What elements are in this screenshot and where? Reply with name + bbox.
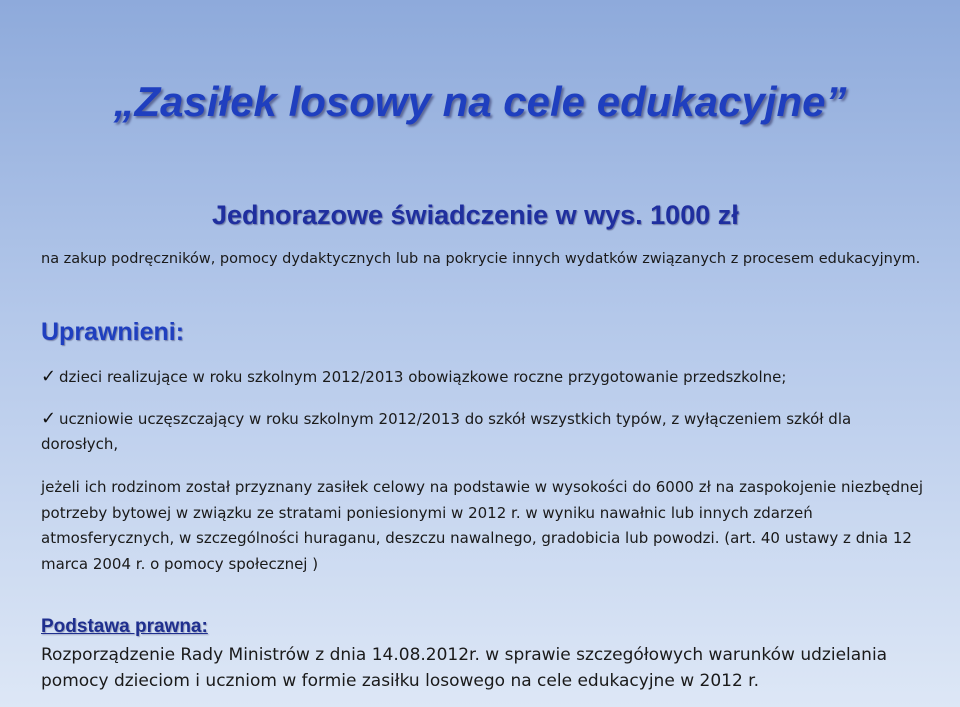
eligibility-item-text: uczniowie uczęszczający w roku szkolnym 2012/2013 do szkół wszystkich typów, z wyłączeniem szkół dla dorosłych, (41, 410, 852, 453)
check-icon: ✓ (41, 366, 57, 387)
eligibility-item (41, 406, 931, 457)
slide-title: „Zasiłek losowy na cele edukacyjne” (113, 78, 847, 125)
condition-text: jeżeli ich rodzinom został przyznany zasiłek celowy na podstawie w wysokości do 6000 zł na zaspokojenie niezbędnej potrzeby bytowej w związku ze stratami poniesionymi w 2012 r. w wyniku nawałnic lub innych zdarzeń atmosferycznych, w szczególności huraganu, deszczu nawalnego, gradobicia lub powodzi. (art. 40 ustawy z dnia 12 marca 2004 r. o pomocy społecznej ) (41, 478, 924, 573)
eligibility-item-text: dzieci realizujące w roku szkolnym 2012/2013 obowiązkowe roczne przygotowanie przedszkolne; (59, 368, 787, 386)
legal-basis-heading: Podstawa prawna: (41, 616, 208, 637)
eligibility-heading: Uprawnieni: (41, 318, 185, 346)
purpose-text: na zakup podręczników, pomocy dydaktycznych lub na pokrycie innych wydatków związanych z procesem edukacyjnym. (41, 251, 921, 267)
check-icon: ✓ (41, 408, 57, 429)
legal-basis-text: Rozporządzenie Rady Ministrów z dnia 14.08.2012r. w sprawie szczegółowych warunków udzielania pomocy dzieciom i uczniom w formie zasiłku losowego na cele edukacyjne w 2012 r. (41, 645, 888, 691)
eligibility-item (41, 364, 931, 390)
benefit-amount-subtitle: Jednorazowe świadczenie w wys. 1000 zł (212, 200, 739, 230)
